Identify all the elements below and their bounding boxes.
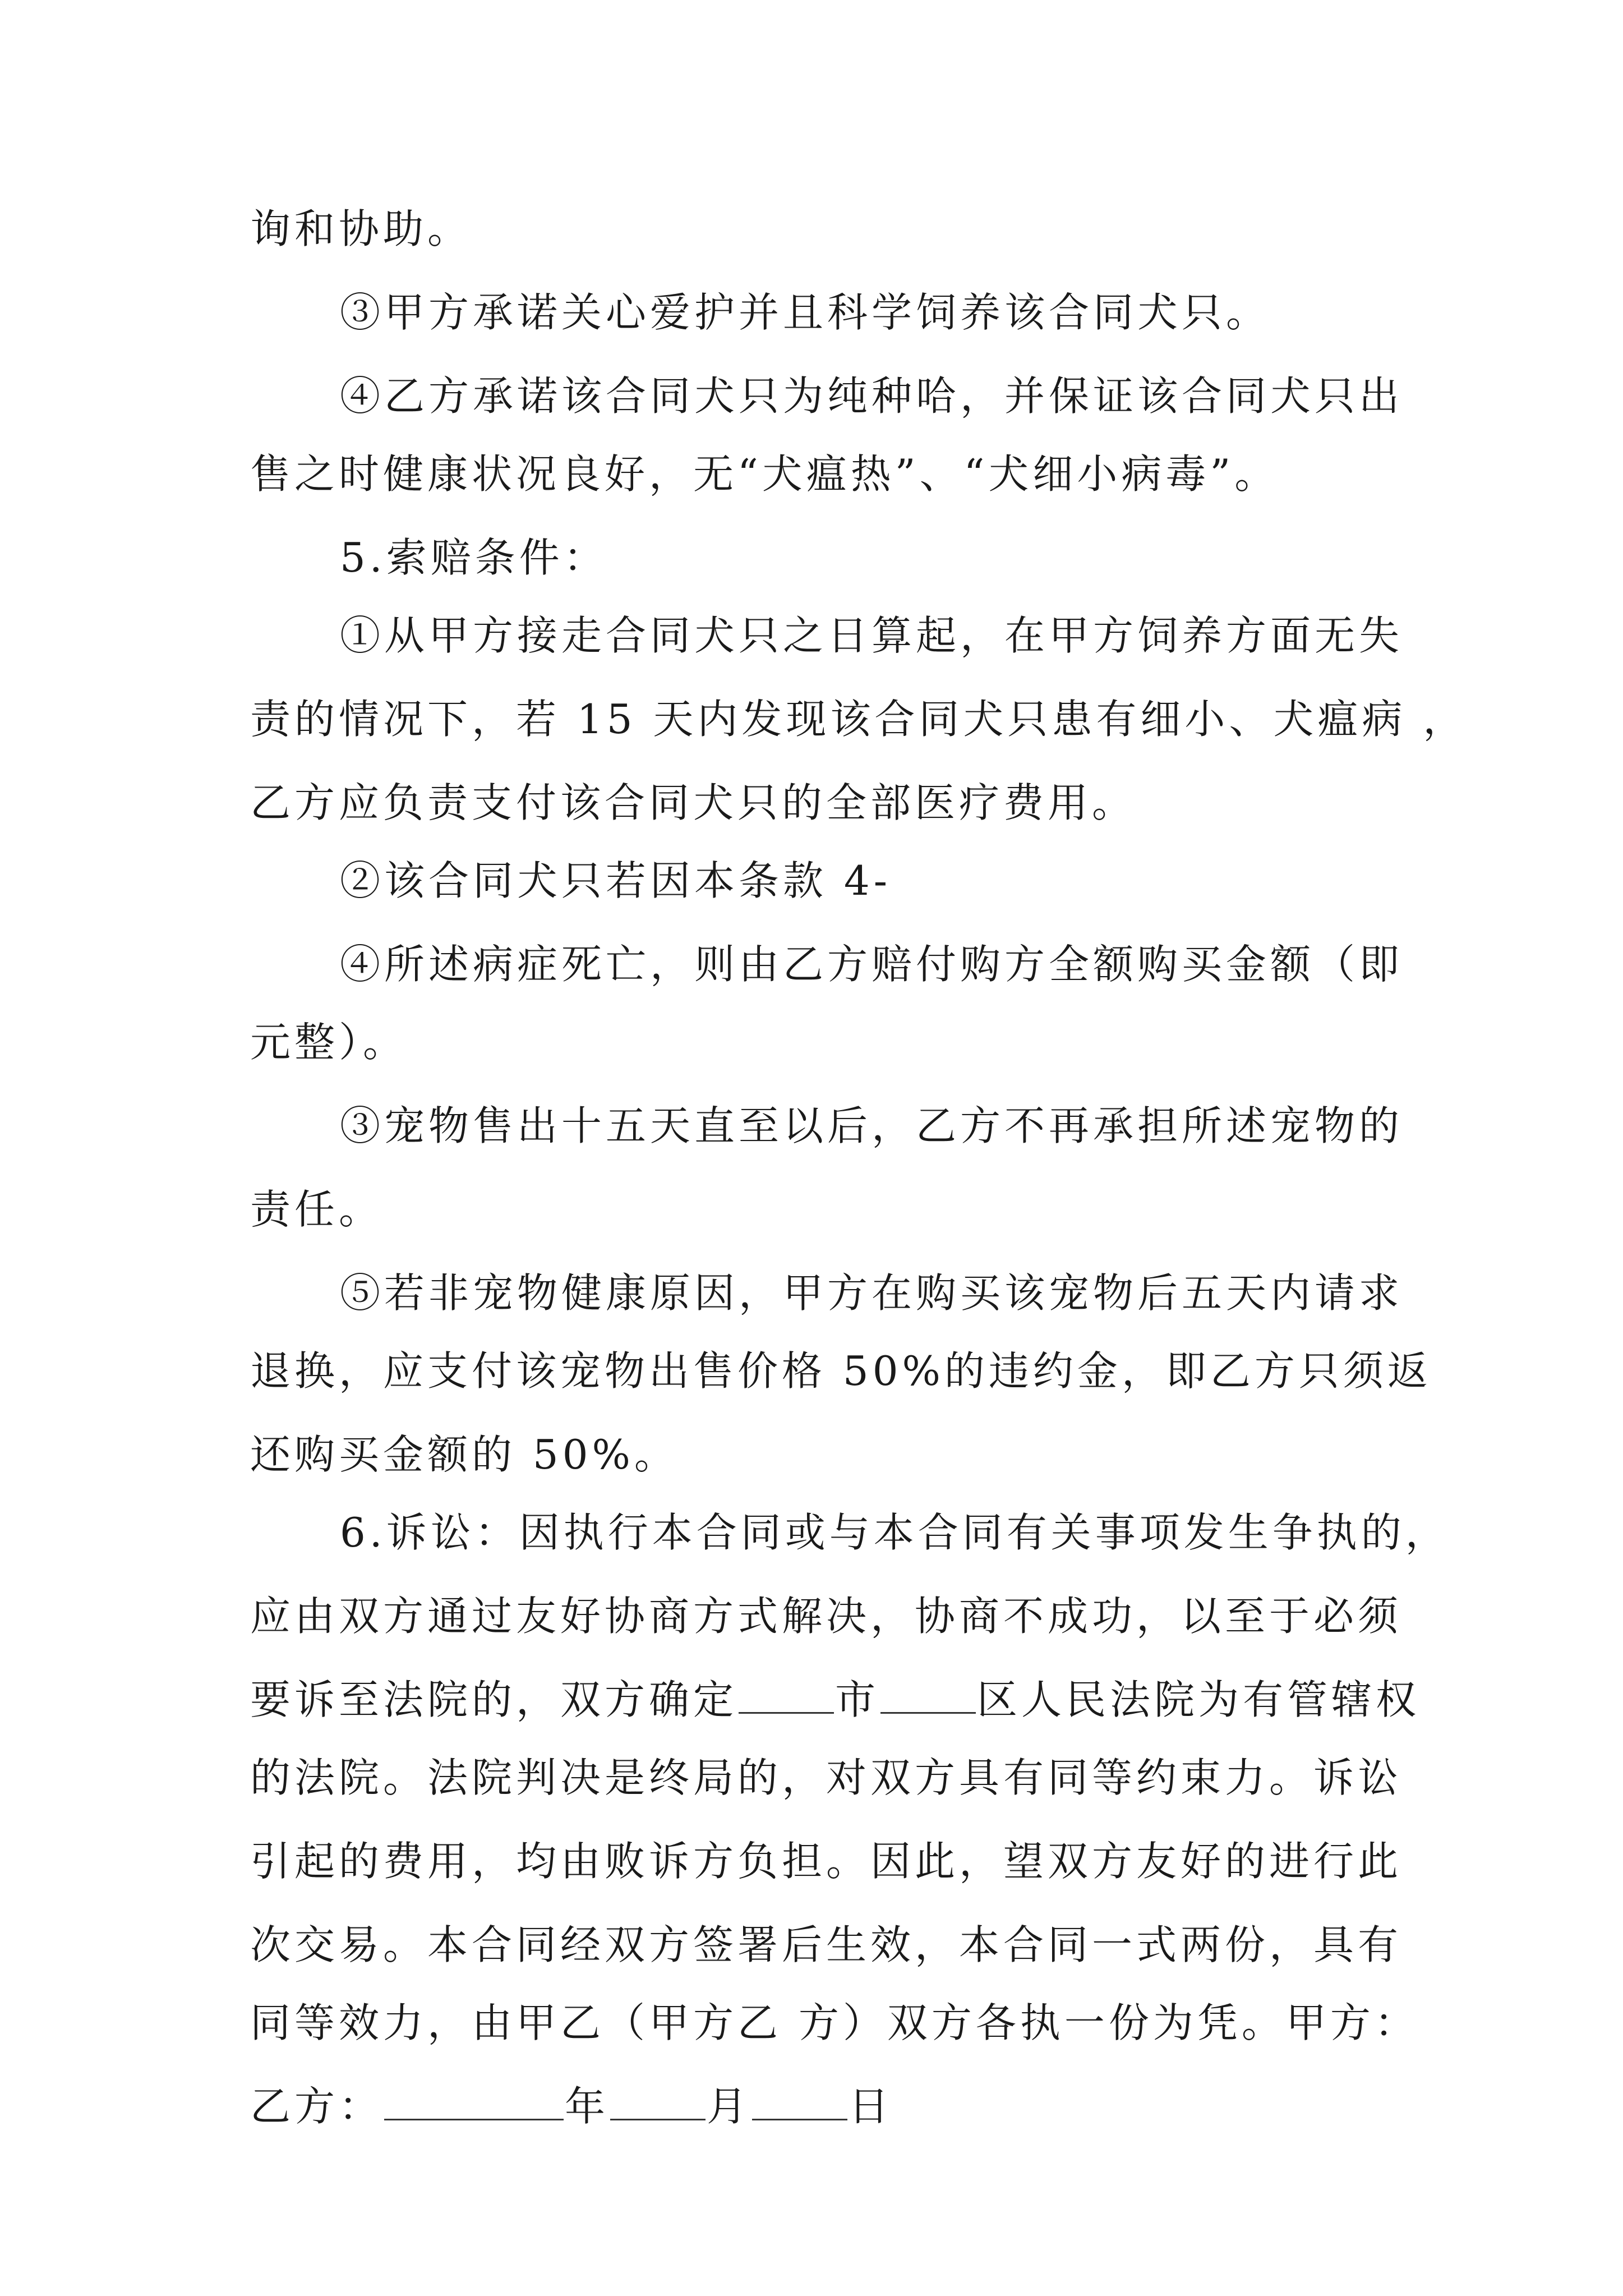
signature-line [250, 2079, 893, 2133]
text-line: 元整）。 [250, 1019, 408, 1066]
text-line: 责任。 [250, 1186, 384, 1233]
text-line: 引起的费用，均由败诉方负担。因此，望双方友好的进行此 [250, 1838, 1403, 1885]
text-line: 询和协助。 [250, 205, 472, 252]
month-blank [610, 2079, 706, 2120]
text-line: 的法院。法院判决是终局的，对双方具有同等约束力。诉讼 [250, 1754, 1403, 1801]
day-label: 日 [849, 2083, 893, 2130]
text-line: ④乙方承诺该合同犬只为纯种哈，并保证该合同犬只出 [340, 372, 1404, 420]
text-line: ②该合同犬只若因本条款 4- [340, 857, 892, 904]
court-line-prefix: 要诉至法院的，双方确定 [250, 1676, 738, 1723]
city-blank [739, 1673, 834, 1714]
text-line: 责的情况下，若 15 天内发现该合同犬只患有细小、犬瘟病 ， [250, 696, 1468, 743]
court-line [250, 1673, 1420, 1727]
city-suffix: 市 [835, 1676, 880, 1723]
text-line: 次交易。本合同经双方签署后生效，本合同一式两份，具有 [250, 1921, 1403, 1968]
text-line: 退换，应支付该宠物出售价格 50%的违约金，即乙方只须返 [250, 1347, 1432, 1395]
text-line: 同等效力，由甲乙（甲方乙 方）双方各执一份为凭。甲方： [250, 1999, 1419, 2046]
text-line: ①从甲方接走合同犬只之日算起，在甲方饲养方面无失 [340, 612, 1404, 659]
text-line: 6.诉讼：因执行本合同或与本合同有关事项发生争执的， [340, 1509, 1450, 1556]
text-line: 乙方应负责支付该合同犬只的全部医疗费用。 [250, 779, 1137, 826]
year-label: 年 [565, 2083, 610, 2130]
district-blank [880, 1673, 976, 1714]
text-line: ④所述病症死亡，则由乙方赔付购方全额购买金额（即 [340, 941, 1404, 988]
district-suffix: 区人民法院为有管辖权 [977, 1676, 1421, 1723]
text-line: 售之时健康状况良好，无“犬瘟热”、“犬细小病毒”。 [250, 450, 1279, 498]
text-line: ③宠物售出十五天直至以后，乙方不再承担所述宠物的 [340, 1102, 1404, 1149]
text-line: ⑤若非宠物健康原因，甲方在购买该宠物后五天内请求 [340, 1269, 1404, 1317]
text-line: 还购买金额的 50%。 [250, 1431, 679, 1478]
month-label: 月 [707, 2083, 751, 2130]
day-blank [752, 2079, 847, 2120]
party-b-label: 乙方： [250, 2083, 384, 2130]
text-line: ③甲方承诺关心爱护并且科学饲养该合同犬只。 [340, 289, 1271, 336]
text-line: 应由双方通过友好协商方式解决，协商不成功，以至于必须 [250, 1593, 1403, 1640]
text-line: 5.索赔条件： [340, 534, 608, 581]
signature-blank [384, 2079, 564, 2120]
